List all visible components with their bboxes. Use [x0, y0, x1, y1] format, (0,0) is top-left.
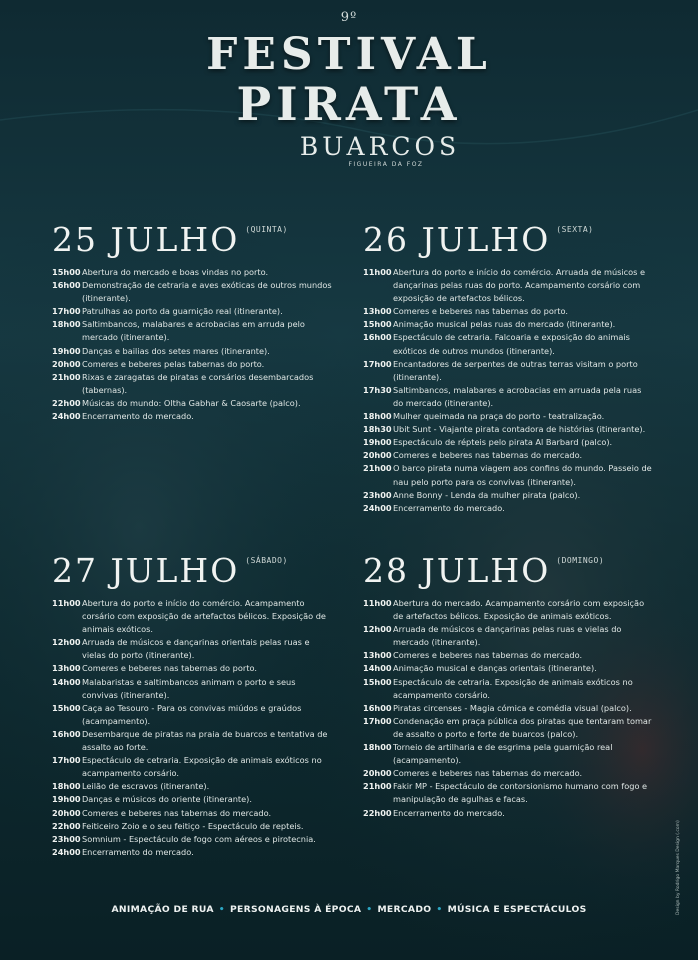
schedule-event	[363, 305, 653, 318]
schedule-event	[52, 833, 334, 846]
event-time: 17h00	[52, 755, 81, 766]
event-description: Comeres e beberes pelas tabernas do porto.	[82, 358, 265, 369]
event-time: 20h00	[363, 768, 392, 779]
schedule-event	[363, 597, 653, 623]
schedule-event	[52, 820, 334, 833]
schedule-event	[363, 676, 653, 702]
event-time: 18h00	[52, 781, 81, 792]
event-description: Encerramento do mercado.	[82, 411, 194, 422]
event-description: Leilão de escravos (itinerante).	[82, 781, 210, 792]
schedule-event	[363, 715, 653, 741]
event-description: Patrulhas ao porto da guarnição real (itinerante).	[82, 306, 283, 317]
event-time: 21h00	[363, 781, 392, 792]
event-description: Espectáculo de cetraria. Exposição de animais exóticos no acampamento corsário.	[393, 676, 633, 700]
day-title: 26 JULHO	[363, 220, 551, 259]
event-time: 18h00	[52, 319, 81, 330]
event-description: Feiticeiro Zoio e o seu feitiço - Espectáculo de repteis.	[82, 820, 304, 831]
schedule-event	[363, 449, 653, 462]
schedule-event	[363, 423, 653, 436]
title-festival: FESTIVAL	[206, 29, 492, 80]
event-description: Piratas circenses - Magia cómica e comédia visual (palco).	[393, 702, 632, 713]
event-description: Danças e bailias dos setes mares (itinerante).	[82, 345, 270, 356]
festival-header	[0, 10, 698, 168]
schedule-event	[52, 780, 334, 793]
separator-dot-icon: •	[366, 904, 373, 915]
event-description: Comeres e beberes nas tabernas do mercado.	[82, 807, 272, 818]
schedule-event	[363, 358, 653, 384]
event-description: Comeres e beberes nas tabernas do mercado.	[393, 450, 583, 461]
event-description: Encantadores de serpentes de outras terras visitam o porto (itinerante).	[393, 358, 638, 382]
footer-item: MÚSICA E ESPECTÁCULOS	[447, 904, 587, 915]
event-description: Espectáculo de cetraria. Exposição de animais exóticos no acampamento corsário.	[82, 755, 322, 779]
title-buarcos: BUARCOS	[299, 132, 461, 161]
event-time: 14h00	[52, 676, 81, 687]
event-time: 11h00	[363, 267, 392, 277]
event-description: Abertura do porto e início do comércio. Acampamento corsário com exposição de artefactos bélicos. Exposição de animais exóticos.	[82, 598, 326, 635]
event-time: 13h00	[52, 663, 81, 674]
day-schedule-25-julho	[52, 222, 332, 423]
footer-item: MERCADO	[377, 904, 432, 915]
event-description: Encerramento do mercado.	[82, 846, 194, 857]
event-time: 21h00	[52, 371, 81, 382]
event-description: Danças e músicos do oriente (itinerante).	[82, 794, 252, 805]
schedule-event	[363, 780, 653, 806]
day-weekday: (DOMINGO)	[556, 556, 605, 565]
event-description: Mulher queimada na praça do porto - teatralização.	[393, 411, 605, 422]
day-title: 25 JULHO	[52, 220, 240, 259]
event-description: Abertura do porto e início do comércio. Arruada de músicos e dançarinas pelas ruas do porto. Acampamento corsário com exposição de artefactos bélicos.	[393, 267, 646, 304]
event-time: 23h00	[363, 489, 392, 500]
event-description: Caça ao Tesouro - Para os convivas miúdos e graúdos (acampamento).	[82, 702, 302, 726]
event-time: 24h00	[363, 502, 392, 513]
event-time: 24h00	[52, 411, 81, 422]
schedule-event	[363, 807, 653, 820]
footer-item: PERSONAGENS À ÉPOCA	[229, 904, 362, 915]
title-pirata: PIRATA	[236, 77, 462, 131]
event-time: 16h00	[52, 280, 81, 291]
event-description: Somnium - Espectáculo de fogo com aéreos e pirotecnia.	[82, 833, 316, 844]
event-time: 16h00	[363, 332, 392, 343]
event-time: 11h00	[52, 598, 81, 608]
event-time: 12h00	[363, 624, 392, 635]
event-description: Animação musical e danças orientais (itinerante).	[393, 663, 597, 674]
day-title: 27 JULHO	[52, 551, 240, 590]
event-description: Torneio de artilharia e de esgrima pela guarnição real (acampamento).	[393, 742, 613, 766]
event-list	[52, 597, 334, 859]
schedule-event	[363, 502, 653, 515]
schedule-event	[52, 702, 334, 728]
event-description: Encerramento do mercado.	[393, 502, 505, 513]
event-time: 18h30	[363, 424, 392, 435]
event-description: Abertura do mercado e boas vindas no porto.	[82, 267, 269, 277]
event-time: 15h00	[363, 319, 392, 330]
event-time: 20h00	[52, 807, 81, 818]
event-description: Condenação em praça pública dos piratas que tentaram tomar de assalto o porto e forte de buarcos (palco).	[393, 715, 652, 739]
edition-number: 9º	[340, 10, 358, 25]
design-credit: Design by Rodrigo Marques Design (.com)	[676, 820, 681, 915]
event-time: 22h00	[52, 820, 81, 831]
schedule-event	[363, 384, 653, 410]
schedule-event	[363, 702, 653, 715]
schedule-event	[52, 305, 332, 318]
schedule-event	[52, 662, 334, 675]
event-description: Anne Bonny - Lenda da mulher pirata (palco).	[393, 489, 581, 500]
day-schedule-27-julho	[52, 553, 334, 859]
schedule-event	[52, 410, 332, 423]
event-time: 15h00	[363, 676, 392, 687]
event-time: 19h00	[52, 794, 81, 805]
event-description: Saltimbancos, malabares e acrobacias em arruda pelo mercado (itinerante).	[82, 319, 305, 343]
day-weekday: (SEXTA)	[556, 225, 594, 234]
event-list	[52, 266, 332, 423]
event-time: 18h00	[363, 411, 392, 422]
title-location: FIGUEIRA DA FOZ	[348, 161, 424, 168]
event-description: Desembarque de piratas na praia de buarcos e tentativa de assalto ao forte.	[82, 728, 328, 753]
event-time: 19h00	[363, 437, 392, 448]
event-time: 16h00	[52, 728, 81, 739]
schedule-event	[52, 397, 332, 410]
event-description: Demonstração de cetraria e aves exóticas de outros mundos (itinerante).	[82, 280, 332, 304]
schedule-event	[363, 662, 653, 675]
event-time: 12h00	[52, 637, 81, 648]
event-time: 16h00	[363, 702, 392, 713]
event-time: 17h00	[52, 306, 81, 317]
event-time: 18h00	[363, 742, 392, 753]
schedule-event	[52, 846, 334, 859]
schedule-event	[52, 676, 334, 702]
event-time: 15h00	[52, 702, 81, 713]
schedule-event	[363, 410, 653, 423]
event-description: Rixas e zaragatas de piratas e corsários desembarcados (tabernas).	[82, 371, 314, 395]
schedule-event	[363, 436, 653, 449]
event-description: Saltimbancos, malabares e acrobacias em arruada pela ruas do mercado (itinerante).	[393, 384, 642, 408]
event-description: Encerramento do mercado.	[393, 807, 505, 818]
event-time: 17h00	[363, 358, 392, 369]
day-schedule-26-julho	[363, 222, 653, 515]
schedule-event	[363, 318, 653, 331]
separator-dot-icon: •	[218, 904, 225, 915]
event-time: 21h00	[363, 463, 392, 474]
event-description: O barco pirata numa viagem aos confins do mundo. Passeio de nau pelo porto para os convivas (itinerante).	[393, 463, 652, 487]
event-time: 20h00	[363, 450, 392, 461]
event-description: Arruada de músicos e dançarinas orientais pelas ruas e vielas do porto (itinerante).	[82, 637, 310, 661]
event-description: Espectáculo de cetraria. Falcoaria e exposição do animais exóticos de outros mundos (itinerante).	[393, 332, 630, 356]
schedule-event	[52, 597, 334, 636]
event-time: 23h00	[52, 833, 81, 844]
event-time: 14h00	[363, 663, 392, 674]
event-description: Animação musical pelas ruas do mercado (itinerante).	[393, 319, 616, 330]
event-description: Comeres e beberes nas tabernas do porto.	[393, 306, 568, 317]
schedule-event	[363, 462, 653, 488]
event-description: Fakir MP - Espectáculo de contorsionismo humano com fogo e manipulação de agulhas e facas.	[393, 781, 648, 805]
schedule-event	[52, 345, 332, 358]
schedule-event	[52, 636, 334, 662]
schedule-event	[363, 649, 653, 662]
footer-item: ANIMAÇÃO DE RUA	[111, 904, 214, 915]
schedule-event	[52, 318, 332, 344]
event-time: 19h00	[52, 345, 81, 356]
event-description: Músicas do mundo: Oltha Gabhar & Caosarte (palco).	[82, 397, 301, 408]
event-list	[363, 266, 653, 515]
footer-highlights	[0, 904, 698, 915]
event-list	[363, 597, 653, 820]
event-time: 15h00	[52, 267, 81, 277]
event-description: Espectáculo de répteis pelo pirata Al Barbard (palco).	[393, 437, 613, 448]
event-time: 17h30	[363, 384, 392, 395]
event-time: 24h00	[52, 846, 81, 857]
schedule-event	[363, 623, 653, 649]
event-time: 17h00	[363, 715, 392, 726]
schedule-event	[363, 741, 653, 767]
schedule-event	[52, 371, 332, 397]
separator-dot-icon: •	[436, 904, 443, 915]
event-time: 11h00	[363, 598, 392, 608]
event-description: Abertura do mercado. Acampamento corsário com exposição de artefactos bélicos. Exposição de animais exóticos.	[393, 598, 645, 622]
event-time: 13h00	[363, 650, 392, 661]
event-description: Comeres e beberes nas tabernas do mercado.	[393, 650, 583, 661]
day-title: 28 JULHO	[363, 551, 551, 590]
schedule-event	[363, 767, 653, 780]
schedule-event	[52, 266, 332, 279]
schedule-event	[52, 754, 334, 780]
schedule-event	[363, 331, 653, 357]
schedule-event	[363, 489, 653, 502]
event-time: 22h00	[52, 397, 81, 408]
schedule-event	[52, 358, 332, 371]
schedule-event	[52, 793, 334, 806]
day-weekday: (SÁBADO)	[245, 556, 288, 565]
schedule-event	[52, 728, 334, 754]
day-schedule-28-julho	[363, 553, 653, 820]
event-description: Ubit Sunt - Viajante pirata contadora de histórias (itinerante).	[393, 424, 646, 435]
schedule-event	[52, 279, 332, 305]
day-weekday: (QUINTA)	[245, 225, 288, 234]
event-time: 20h00	[52, 358, 81, 369]
event-description: Malabaristas e saltimbancos animam o porto e seus convivas (itinerante).	[82, 676, 296, 700]
event-description: Comeres e beberes nas tabernas do porto.	[82, 663, 257, 674]
schedule-event	[363, 266, 653, 305]
event-time: 22h00	[363, 807, 392, 818]
schedule-event	[52, 807, 334, 820]
event-description: Comeres e beberes nas tabernas do mercado.	[393, 768, 583, 779]
event-time: 13h00	[363, 306, 392, 317]
event-description: Arruada de músicos e dançarinas pelas ruas e vielas do mercado (itinerante).	[393, 624, 622, 648]
